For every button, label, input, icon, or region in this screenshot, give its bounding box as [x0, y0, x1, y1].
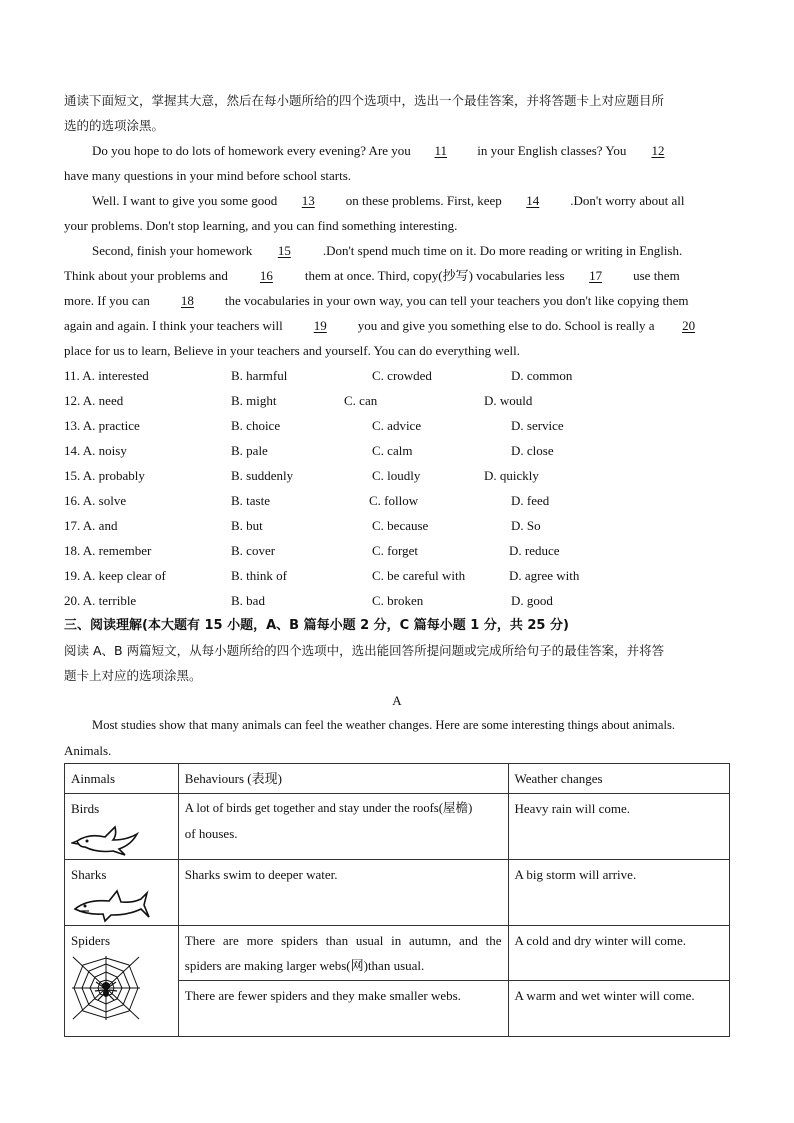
option-text: C. can — [344, 393, 378, 408]
instruction-line-2: 选的的选项涂黑。 — [64, 118, 165, 133]
table-header: Ainmals — [65, 764, 179, 794]
option-text: B. think of — [231, 568, 287, 583]
behaviour-cell: Sharks swim to deeper water. — [178, 860, 508, 926]
option-text: 20. A. terrible — [64, 593, 137, 608]
table-header-row — [65, 764, 730, 794]
option-text: D. So — [511, 518, 541, 533]
option-text: 15. A. probably — [64, 468, 145, 483]
option-text: B. choice — [231, 418, 281, 433]
blank-18: 18 — [180, 293, 194, 308]
option-text: B. but — [231, 518, 263, 533]
option-text: D. agree with — [509, 568, 580, 583]
option-text: D. quickly — [484, 468, 539, 483]
section-instruction: 阅读 A、B 两篇短文，从每小题所给的四个选项中，选出能回答所提问题或完成所给句子的最佳答案，并将答 — [64, 643, 665, 658]
option-text: D. common — [511, 368, 573, 383]
option-text: B. harmful — [231, 368, 288, 383]
animal-cell: Spiders — [65, 926, 179, 1037]
option-text: B. might — [231, 393, 277, 408]
table-row — [65, 926, 730, 981]
options-list — [64, 363, 730, 613]
blank-15: 15 — [277, 243, 291, 258]
option-row — [64, 588, 730, 613]
passage-line: Do you hope to do lots of homework every evening? Are you 11 in your English classes? You 12 — [64, 138, 730, 163]
passage-line: Think about your problems and 16 them at once. Third, copy(抄写) vocabularies less 17 use them — [64, 263, 730, 288]
option-text: 19. A. keep clear of — [64, 568, 166, 583]
passage-line: Second, finish your homework 15 .Don't spend much time on it. Do more reading or writing in English. — [64, 238, 730, 263]
weather-cell: A big storm will arrive. — [508, 860, 729, 926]
option-text: 18. A. remember — [64, 543, 152, 558]
passage-line: have many questions in your mind before school starts. — [64, 168, 352, 183]
table-header: Behaviours (表现) — [178, 764, 508, 794]
option-text: C. be careful with — [372, 568, 466, 583]
table-row — [65, 794, 730, 860]
option-text: C. loudly — [372, 468, 421, 483]
weather-cell: A cold and dry winter will come. — [508, 926, 729, 981]
option-text: B. cover — [231, 543, 276, 558]
option-text: C. advice — [372, 418, 422, 433]
passage-line: Well. I want to give you some good 13 on these problems. First, keep 14 .Don't worry about all — [64, 188, 730, 213]
blank-13: 13 — [301, 193, 315, 208]
option-text: 11. A. interested — [64, 368, 149, 383]
option-text: 13. A. practice — [64, 418, 140, 433]
passage-line: your problems. Don't stop learning, and you can find something interesting. — [64, 218, 458, 233]
option-row — [64, 438, 730, 463]
behaviour-cell: There are fewer spiders and they make smaller webs. — [178, 981, 508, 1037]
blank-17: 17 — [589, 268, 603, 283]
option-row — [64, 563, 730, 588]
option-row — [64, 463, 730, 488]
option-text: D. close — [511, 443, 554, 458]
option-text: D. service — [511, 418, 564, 433]
shark-icon — [71, 889, 151, 923]
animal-cell: Birds — [65, 794, 179, 860]
exam-page — [64, 88, 730, 1037]
option-text: C. forget — [372, 543, 418, 558]
option-text: C. follow — [369, 493, 419, 508]
table-header: Weather changes — [508, 764, 729, 794]
spider-web-icon — [71, 955, 141, 1021]
blank-11: 11 — [434, 143, 448, 158]
option-text: B. bad — [231, 593, 265, 608]
instruction-line-1: 通读下面短文，掌握其大意，然后在每小题所给的四个选项中，选出一个最佳答案，并将答题卡上对应题目所 — [64, 93, 665, 108]
behaviour-cell: There are more spiders than usual in autumn, and the spiders are making larger webs(网)than usual. — [178, 926, 508, 981]
passage-line: more. If you can 18 the vocabularies in your own way, you can tell your teachers you don't like copying them — [64, 288, 730, 313]
bird-icon — [71, 823, 151, 857]
section-heading: 三、阅读理解(本大题有 15 小题，A、B 篇每小题 2 分，C 篇每小题 1 分，共 25 分) — [64, 618, 569, 633]
option-text: C. calm — [372, 443, 413, 458]
option-row — [64, 513, 730, 538]
option-row — [64, 388, 730, 413]
option-text: 14. A. noisy — [64, 443, 127, 458]
passage-intro: Most studies show that many animals can feel the weather changes. Here are some interesting things about animals. — [92, 718, 675, 732]
behaviour-cell: A lot of birds get together and stay under the roofs(屋檐) of houses. — [178, 794, 508, 860]
blank-19: 19 — [313, 318, 327, 333]
option-text: C. crowded — [372, 368, 432, 383]
passage-label: A — [392, 693, 402, 708]
option-text: 16. A. solve — [64, 493, 127, 508]
passage-line: place for us to learn, Believe in your teachers and yourself. You can do everything well. — [64, 343, 520, 358]
option-row — [64, 488, 730, 513]
option-text: D. would — [484, 393, 533, 408]
option-text: C. because — [372, 518, 429, 533]
option-text: 17. A. and — [64, 518, 118, 533]
option-text: D. feed — [511, 493, 550, 508]
section-instruction: 题卡上对应的选项涂黑。 — [64, 668, 202, 683]
passage-intro: Animals. — [64, 743, 112, 758]
blank-16: 16 — [259, 268, 273, 283]
option-row — [64, 363, 730, 388]
blank-12: 12 — [651, 143, 665, 158]
weather-cell: A warm and wet winter will come. — [508, 981, 729, 1037]
option-text: B. suddenly — [231, 468, 294, 483]
weather-cell: Heavy rain will come. — [508, 794, 729, 860]
blank-20: 20 — [682, 318, 696, 333]
option-text: D. reduce — [509, 543, 560, 558]
option-text: C. broken — [372, 593, 424, 608]
option-text: B. taste — [231, 493, 270, 508]
option-text: 12. A. need — [64, 393, 124, 408]
animals-table — [64, 763, 730, 1037]
option-text: B. pale — [231, 443, 268, 458]
option-text: D. good — [511, 593, 553, 608]
option-row — [64, 538, 730, 563]
option-row — [64, 413, 730, 438]
table-row — [65, 860, 730, 926]
passage-line: again and again. I think your teachers will 19 you and give you something else to do. School is really a 20 — [64, 313, 730, 338]
blank-14: 14 — [526, 193, 540, 208]
animal-cell: Sharks — [65, 860, 179, 926]
